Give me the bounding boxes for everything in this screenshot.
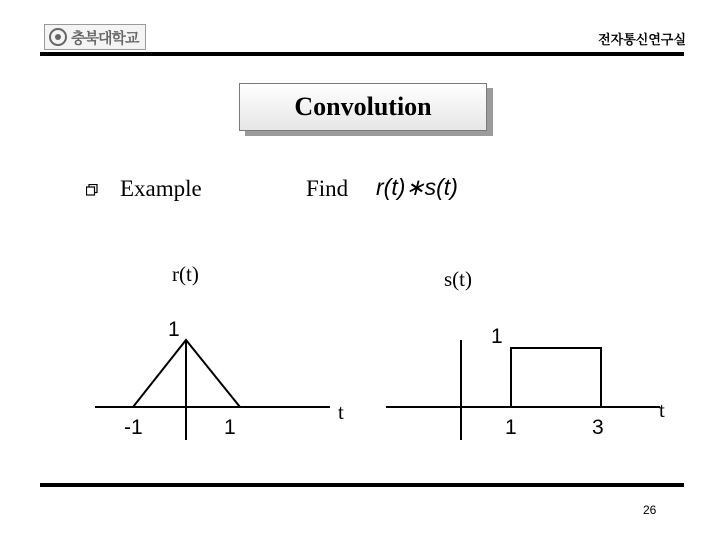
s-axis-t-label: t (659, 398, 665, 422)
convolution-formula: r(t)∗s(t) (376, 174, 458, 200)
r-plot-label: r(t) (172, 262, 199, 286)
s-plot-label: s(t) (444, 267, 472, 291)
example-label: Example (120, 176, 202, 201)
s-tick-1: 1 (505, 416, 517, 439)
footer-divider (40, 483, 684, 487)
s-height-label: 1 (491, 325, 503, 348)
r-axis-t-label: t (338, 400, 344, 424)
r-tick-1: 1 (224, 416, 236, 439)
lab-name: 전자통신연구실 (598, 33, 686, 48)
r-tick-neg1: -1 (124, 416, 143, 439)
s-tick-3: 3 (592, 416, 604, 439)
page-number: 26 (643, 503, 657, 517)
find-label: Find (306, 176, 349, 201)
r-peak-label: 1 (168, 318, 180, 341)
slide-title: Convolution (239, 83, 487, 131)
university-name: 충북대학교 (71, 28, 139, 47)
s-rectangle-signal (511, 348, 601, 407)
